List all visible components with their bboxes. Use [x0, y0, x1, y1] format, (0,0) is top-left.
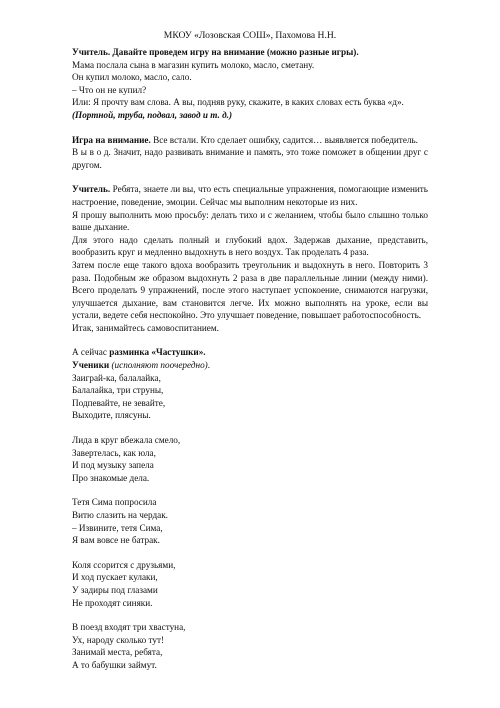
exercise-paragraph-5: Итак, занимайтесь самовоспитанием. [72, 322, 219, 333]
exercise-p1-text: Ребята, знаете ли вы, что есть специальные упражнения, помогающие изменить настроение, поведение, эмоции. Сейчас мы выполним некоторые из них. [72, 184, 428, 207]
warmup-intro-text: А сейчас [72, 347, 110, 358]
page-header: МКОУ «Лозовская СОШ», Пахомова Н.Н. [163, 30, 337, 41]
game-label: Игра на внимание. [72, 134, 151, 145]
warmup-intro [72, 346, 428, 359]
exercise-paragraph-3: Для этого надо сделать полный и глубокий вдох. Задержав дыхание, представить, вообразить круг и медленно выдохнуть в него воздух. Так проделать 4 раза. [72, 234, 428, 258]
verse-line: – Извините, тетя Сима, [72, 522, 163, 533]
intro-section [72, 46, 428, 122]
game-conclusion: В ы в о д. Значит, надо развивать внимание и память, это тоже поможет в общении друг с другом. [72, 147, 428, 170]
exercise-paragraph-1 [72, 183, 428, 208]
students-note: (исполняют поочередно) [109, 360, 208, 371]
students-end: . [207, 360, 211, 371]
verse-line: Тетя Сима попросила [72, 497, 157, 508]
verse-line: Я вам вовсе не батрак. [72, 535, 160, 546]
verse-line: Витю слазить на чердак. [72, 510, 168, 520]
warmup-title: разминка «Частушки». [109, 347, 206, 358]
verse-line: Выходите, плясуны. [72, 410, 151, 421]
verse-line: Занимай места, ребята, [72, 647, 163, 658]
intro-line-2: Он купил молоко, масло, сало. [72, 72, 192, 83]
verse-1 [72, 372, 428, 422]
verse-line: И под музыку запела [72, 460, 154, 471]
verse-line: Коля ссорится с друзьями, [72, 559, 176, 570]
verse-line: А то бабушки займут. [72, 659, 157, 670]
game-line [72, 134, 428, 147]
intro-line-3: – Что он не купил? [72, 84, 147, 95]
verse-line: У задиры под глазами [72, 584, 158, 595]
teacher-text: Давайте проведем игру на внимание (можно разные игры). [110, 47, 359, 57]
game-section [72, 134, 428, 172]
verse-line: Балалайка, три струны, [72, 385, 164, 396]
verse-line: Лида в круг вбежала смело, [72, 435, 181, 446]
verse-line: Ух, народу сколько тут! [72, 634, 165, 645]
exercise-teacher-label: Учитель. [72, 184, 111, 195]
warmup-section [72, 346, 428, 671]
verse-4 [72, 559, 428, 609]
verse-2 [72, 434, 428, 484]
game-text: Все встали. Кто сделает ошибку, садится… выявляется победитель. [150, 134, 418, 145]
document-body [72, 46, 428, 672]
verse-line: Заиграй-ка, балалайка, [72, 372, 161, 383]
verse-line: Не проходят синяки. [72, 597, 153, 608]
exercise-section [72, 183, 428, 334]
teacher-label: Учитель. [72, 47, 111, 57]
exercise-paragraph-4: Затем после еще такого вдоха вообразить треугольник и выдохнуть в него. Повторить 3 раза. Подобным же образом выдохнуть 2 раза в две параллельные линии (между ними). Всего проделать 9 упражнений, после этого наступает успокоение, снимаются нагрузки, улучшается дыхание, вам становится легче. Их можно выполнять на уроке, если вы устали, ведете себя неспокойно. Это улучшает поведение, повышает работоспособность. [72, 259, 428, 321]
verse-line: Подпевайте, не зевайте, [72, 397, 166, 408]
students-label: Ученики [72, 360, 110, 371]
intro-line-4: Или: Я прочту вам слова. А вы, подняв руку, скажите, в каких словах есть буква «д». [72, 97, 404, 108]
verse-line: И ход пускает кулаки, [72, 572, 158, 583]
verse-3 [72, 496, 428, 546]
verse-5 [72, 621, 428, 671]
teacher-line [72, 46, 428, 59]
verse-line: Завертелась, как юла, [72, 447, 156, 458]
intro-line-5: (Портной, труба, подвал, завод и т. д.) [72, 109, 233, 120]
intro-line-1: Мама послала сына в магазин купить молоко, масло, сметану. [72, 59, 315, 70]
students-line [72, 359, 428, 372]
verse-line: В поезд входят три хвастуна, [72, 622, 186, 633]
exercise-paragraph-2: Я прошу выполнить мою просьбу: делать тихо и с желанием, чтобы было слышно только ваше дыхание. [72, 209, 428, 233]
verse-line: Про знакомые дела. [72, 472, 150, 483]
